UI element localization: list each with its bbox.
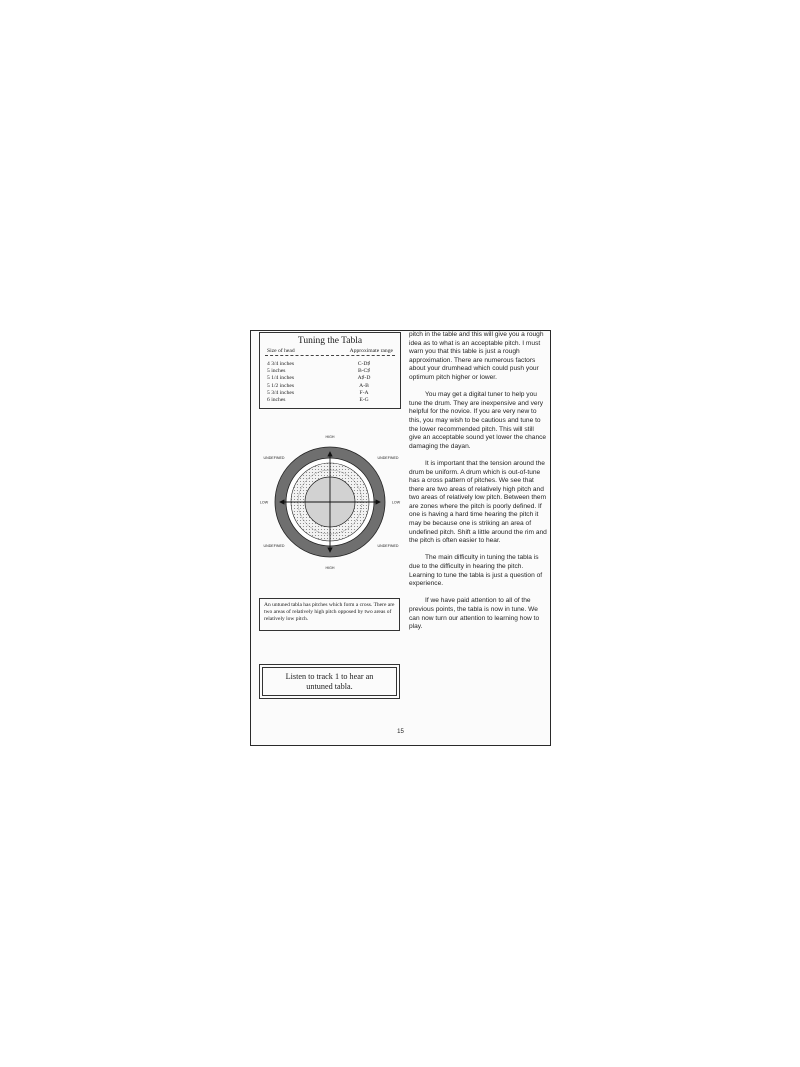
table-title: Tuning the Tabla (297, 336, 363, 346)
pitch-diagram-svg (257, 429, 401, 575)
label-lower-right: UNDEFINED (377, 544, 399, 548)
label-upper-right: UNDEFINED (377, 456, 399, 460)
book-page (250, 330, 551, 746)
tuning-table (259, 332, 401, 409)
size-cell: 5 1/4 inches (267, 375, 295, 382)
range-cell: F-A (359, 389, 369, 396)
range-cell: E-G (359, 397, 369, 404)
range-cell: B-C♯ (357, 368, 371, 375)
table-header (265, 348, 395, 354)
table-row (265, 361, 395, 368)
label-right: LOW (391, 500, 401, 505)
label-lower-left: UNDEFINED (263, 544, 285, 548)
paragraph-3: It is important that the tension around the drum be uniform. A drum which is out-of-tune has a cross pattern of pitches. We see that there are two areas of relatively high pitch and two areas of relatively low pitch. Between them are zones where the pitch is poorly defined. If one is having a hard time hearing the pitch it may be because one is striking an area of undefined pitch. Shift a little around the rim and the pitch is often easier to hear. (409, 459, 547, 545)
table-body (265, 361, 395, 404)
tabla-pitch-diagram (257, 429, 401, 575)
size-cell: 5 3/4 inches (267, 389, 295, 396)
size-cell: 5 1/2 inches (267, 382, 295, 389)
range-cell: C-D♯ (357, 361, 371, 367)
table-row (265, 397, 395, 404)
range-cell: A♯-D (357, 375, 371, 382)
column-header-size: Size of head (267, 348, 295, 354)
paragraph-4: The main difficulty in tuning the tabla is due to the difficulty in hearing the pitch. Learning to tune the tabla is just a question of experience. (409, 554, 543, 588)
listen-callout-text: Listen to track 1 to hear an untuned tabla. (262, 667, 397, 696)
paragraph-2: You may get a digital tuner to help you tune the drum. They are inexpensive and very helpful for the novice. If you are very new to this, you may wish to be cautious and tune to the lower recommended pitch. This will still give an acceptable sound yet lower the chance damaging the dayan. (409, 391, 547, 450)
body-text-column (409, 331, 547, 640)
size-cell: 5 inches (267, 368, 286, 375)
size-cell: 6 inches (267, 397, 286, 404)
table-row (265, 368, 395, 375)
table-row (265, 390, 395, 397)
table-row (265, 383, 395, 390)
label-bottom: HIGH (325, 566, 335, 570)
table-divider (265, 355, 395, 356)
column-header-range: Approximate range (349, 348, 393, 354)
figure-caption: An untuned tabla has pitches which form a cross. There are two areas of relatively high pitch opposed by two areas of relatively low pitch. (259, 598, 400, 631)
paragraph-1: pitch in the table and this will give you a rough idea as to what is an acceptable pitch. I must warn you that this table is just a rough approximation. There are numerous factors about your drumhead which could push your optimum pitch higher or lower. (409, 331, 544, 381)
paragraph-5: If we have paid attention to all of the previous points, the tabla is now in tune. We can now turn our attention to learning how to play. (409, 597, 540, 631)
label-top: HIGH (325, 435, 335, 439)
page-number: 15 (397, 729, 404, 735)
range-cell: A-B (359, 382, 369, 389)
table-row (265, 375, 395, 382)
label-left: LOW (259, 500, 269, 505)
size-cell: 4 3/4 inches (267, 361, 295, 367)
label-upper-left: UNDEFINED (263, 456, 285, 460)
listen-callout (259, 664, 400, 699)
